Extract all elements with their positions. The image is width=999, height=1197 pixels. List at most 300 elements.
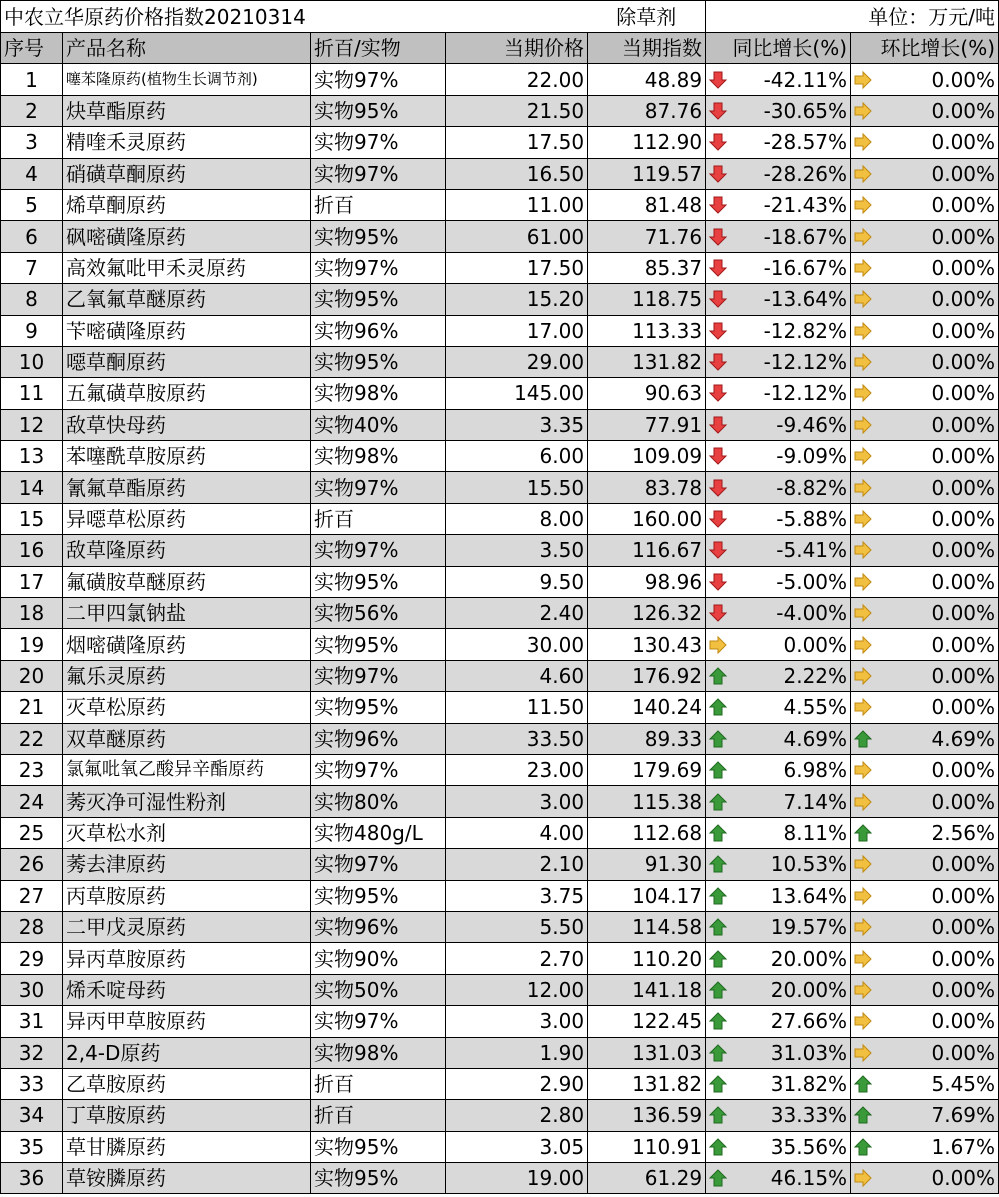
product-name: 异噁草松原药 xyxy=(63,503,311,534)
yoy-change xyxy=(706,754,851,785)
current-price: 2.40 xyxy=(446,598,588,629)
right-arrow-icon xyxy=(853,70,873,90)
current-index: 87.76 xyxy=(588,95,706,126)
product-spec: 实物95% xyxy=(311,1163,446,1194)
current-price: 17.50 xyxy=(446,127,588,158)
current-price: 2.70 xyxy=(446,943,588,974)
mom-change-value: 0.00% xyxy=(931,601,996,626)
table-row xyxy=(1,598,999,629)
current-index: 110.20 xyxy=(588,943,706,974)
yoy-change xyxy=(706,409,851,440)
table-row xyxy=(1,1037,999,1068)
yoy-change xyxy=(706,252,851,283)
up-arrow-icon xyxy=(708,1043,728,1063)
row-index: 7 xyxy=(1,252,63,283)
mom-change xyxy=(851,1006,999,1037)
down-arrow-icon xyxy=(708,289,728,309)
current-price: 21.50 xyxy=(446,95,588,126)
mom-change xyxy=(851,660,999,691)
row-index: 13 xyxy=(1,441,63,472)
product-name: 异丙甲草胺原药 xyxy=(63,1006,311,1037)
mom-change xyxy=(851,315,999,346)
table-row xyxy=(1,346,999,377)
current-index: 112.90 xyxy=(588,127,706,158)
current-price: 15.20 xyxy=(446,284,588,315)
yoy-change xyxy=(706,1100,851,1131)
product-name: 异丙草胺原药 xyxy=(63,943,311,974)
down-arrow-icon xyxy=(708,572,728,592)
yoy-change xyxy=(706,880,851,911)
row-index: 33 xyxy=(1,1068,63,1099)
current-price: 2.10 xyxy=(446,849,588,880)
up-arrow-icon xyxy=(708,886,728,906)
row-index: 30 xyxy=(1,974,63,1005)
product-name: 烯草酮原药 xyxy=(63,189,311,220)
yoy-change-value: -30.65% xyxy=(763,98,848,123)
mom-change-value: 1.67% xyxy=(931,1134,996,1159)
current-index: 179.69 xyxy=(588,754,706,785)
current-index: 116.67 xyxy=(588,535,706,566)
table-row xyxy=(1,535,999,566)
mom-change-value: 0.00% xyxy=(931,789,996,814)
current-price: 22.00 xyxy=(446,64,588,95)
right-arrow-icon xyxy=(853,321,873,341)
product-name: 噁草酮原药 xyxy=(63,346,311,377)
current-price: 12.00 xyxy=(446,974,588,1005)
up-arrow-icon xyxy=(708,1137,728,1157)
product-name: 2,4-D原药 xyxy=(63,1037,311,1068)
right-arrow-icon xyxy=(853,227,873,247)
product-spec: 实物97% xyxy=(311,754,446,785)
row-index: 29 xyxy=(1,943,63,974)
yoy-change xyxy=(706,1163,851,1194)
yoy-change-value: 19.57% xyxy=(770,915,848,940)
yoy-change xyxy=(706,127,851,158)
product-spec: 折百 xyxy=(311,189,446,220)
current-index: 77.91 xyxy=(588,409,706,440)
product-name: 莠灭净可湿性粉剂 xyxy=(63,786,311,817)
mom-change xyxy=(851,943,999,974)
yoy-change xyxy=(706,1131,851,1162)
table-row xyxy=(1,503,999,534)
current-index: 61.29 xyxy=(588,1163,706,1194)
product-spec: 折百 xyxy=(311,1068,446,1099)
right-arrow-icon xyxy=(853,258,873,278)
header-index-value: 当期指数 xyxy=(588,33,706,64)
table-row xyxy=(1,629,999,660)
row-index: 25 xyxy=(1,817,63,848)
current-index: 90.63 xyxy=(588,378,706,409)
yoy-change-value: -12.12% xyxy=(763,350,848,375)
row-index: 35 xyxy=(1,1131,63,1162)
current-price: 11.50 xyxy=(446,692,588,723)
current-price: 3.05 xyxy=(446,1131,588,1162)
current-index: 109.09 xyxy=(588,441,706,472)
yoy-change-value: 4.69% xyxy=(783,726,848,751)
table-row xyxy=(1,378,999,409)
header-yoy: 同比增长(%) xyxy=(706,33,851,64)
yoy-change-value: -21.43% xyxy=(763,193,848,218)
yoy-change xyxy=(706,943,851,974)
down-arrow-icon xyxy=(708,352,728,372)
current-index: 104.17 xyxy=(588,880,706,911)
row-index: 24 xyxy=(1,786,63,817)
down-arrow-icon xyxy=(708,101,728,121)
yoy-change-value: 35.56% xyxy=(770,1134,848,1159)
mom-change xyxy=(851,252,999,283)
current-index: 160.00 xyxy=(588,503,706,534)
yoy-change xyxy=(706,911,851,942)
mom-change-value: 0.00% xyxy=(931,318,996,343)
yoy-change-value: 8.11% xyxy=(783,820,848,845)
product-spec: 实物97% xyxy=(311,535,446,566)
yoy-change-value: -16.67% xyxy=(763,255,848,280)
current-index: 126.32 xyxy=(588,598,706,629)
header-spec: 折百/实物 xyxy=(311,33,446,64)
mom-change-value: 0.00% xyxy=(931,444,996,469)
table-row xyxy=(1,660,999,691)
product-name: 五氟磺草胺原药 xyxy=(63,378,311,409)
mom-change xyxy=(851,535,999,566)
yoy-change-value: 4.55% xyxy=(783,695,848,720)
up-arrow-icon xyxy=(708,1105,728,1125)
product-spec: 折百 xyxy=(311,1100,446,1131)
table-row xyxy=(1,1006,999,1037)
row-index: 19 xyxy=(1,629,63,660)
yoy-change xyxy=(706,315,851,346)
product-spec: 实物98% xyxy=(311,1037,446,1068)
mom-change-value: 7.69% xyxy=(931,1103,996,1128)
mom-change-value: 0.00% xyxy=(931,224,996,249)
yoy-change-value: -42.11% xyxy=(763,67,848,92)
right-arrow-icon xyxy=(853,792,873,812)
row-index: 15 xyxy=(1,503,63,534)
yoy-change-value: 33.33% xyxy=(770,1103,848,1128)
table-row xyxy=(1,754,999,785)
current-price: 11.00 xyxy=(446,189,588,220)
product-name: 敌草隆原药 xyxy=(63,535,311,566)
row-index: 22 xyxy=(1,723,63,754)
down-arrow-icon xyxy=(708,132,728,152)
product-spec: 实物80% xyxy=(311,786,446,817)
current-index: 131.82 xyxy=(588,1068,706,1099)
mom-change xyxy=(851,441,999,472)
product-name: 噻苯隆原药(植物生长调节剂) xyxy=(63,64,311,95)
current-index: 141.18 xyxy=(588,974,706,1005)
yoy-change xyxy=(706,64,851,95)
row-index: 3 xyxy=(1,127,63,158)
up-arrow-icon xyxy=(708,1074,728,1094)
row-index: 18 xyxy=(1,598,63,629)
product-spec: 实物95% xyxy=(311,566,446,597)
right-arrow-icon xyxy=(853,666,873,686)
up-arrow-icon xyxy=(708,1011,728,1031)
mom-change-value: 0.00% xyxy=(931,130,996,155)
row-index: 26 xyxy=(1,849,63,880)
mom-change xyxy=(851,1100,999,1131)
current-price: 3.00 xyxy=(446,1006,588,1037)
mom-change xyxy=(851,284,999,315)
yoy-change-value: 0.00% xyxy=(783,632,848,657)
current-price: 3.75 xyxy=(446,880,588,911)
current-index: 176.92 xyxy=(588,660,706,691)
row-index: 32 xyxy=(1,1037,63,1068)
row-index: 6 xyxy=(1,221,63,252)
product-spec: 实物97% xyxy=(311,849,446,880)
mom-change xyxy=(851,566,999,597)
mom-change-value: 0.00% xyxy=(931,695,996,720)
right-arrow-icon xyxy=(853,1043,873,1063)
yoy-change xyxy=(706,346,851,377)
product-name: 乙草胺原药 xyxy=(63,1068,311,1099)
yoy-change-value: -5.88% xyxy=(776,507,848,532)
down-arrow-icon xyxy=(708,446,728,466)
right-arrow-icon xyxy=(853,415,873,435)
current-index: 136.59 xyxy=(588,1100,706,1131)
current-price: 9.50 xyxy=(446,566,588,597)
mom-change-value: 2.56% xyxy=(931,820,996,845)
up-arrow-icon xyxy=(708,917,728,937)
mom-change xyxy=(851,472,999,503)
right-arrow-icon xyxy=(853,1011,873,1031)
current-index: 110.91 xyxy=(588,1131,706,1162)
yoy-change xyxy=(706,974,851,1005)
table-row xyxy=(1,441,999,472)
yoy-change-value: -18.67% xyxy=(763,224,848,249)
mom-change-value: 0.00% xyxy=(931,507,996,532)
header-row xyxy=(1,33,999,64)
product-name: 双草醚原药 xyxy=(63,723,311,754)
mom-change xyxy=(851,629,999,660)
mom-change-value: 0.00% xyxy=(931,977,996,1002)
row-index: 10 xyxy=(1,346,63,377)
report-title: 中农立华原药价格指数20210314 xyxy=(1,1,588,33)
current-price: 4.60 xyxy=(446,660,588,691)
up-arrow-icon xyxy=(853,823,873,843)
table-row xyxy=(1,1068,999,1099)
row-index: 36 xyxy=(1,1163,63,1194)
product-spec: 实物97% xyxy=(311,64,446,95)
row-index: 20 xyxy=(1,660,63,691)
right-arrow-icon xyxy=(853,1168,873,1188)
down-arrow-icon xyxy=(708,164,728,184)
right-arrow-icon xyxy=(853,289,873,309)
current-price: 6.00 xyxy=(446,441,588,472)
header-index: 序号 xyxy=(1,33,63,64)
yoy-change-value: 2.22% xyxy=(783,664,848,688)
yoy-change-value: 20.00% xyxy=(770,977,848,1002)
mom-change xyxy=(851,974,999,1005)
title-row xyxy=(1,1,999,33)
yoy-change xyxy=(706,849,851,880)
current-index: 130.43 xyxy=(588,629,706,660)
right-arrow-icon xyxy=(853,697,873,717)
yoy-change-value: -12.82% xyxy=(763,318,848,343)
down-arrow-icon xyxy=(708,509,728,529)
row-index: 12 xyxy=(1,409,63,440)
product-spec: 实物95% xyxy=(311,95,446,126)
table-row xyxy=(1,189,999,220)
table-row xyxy=(1,252,999,283)
current-index: 83.78 xyxy=(588,472,706,503)
up-arrow-icon xyxy=(708,854,728,874)
up-arrow-icon xyxy=(708,980,728,1000)
product-name: 草甘膦原药 xyxy=(63,1131,311,1162)
yoy-change xyxy=(706,472,851,503)
up-arrow-icon xyxy=(853,729,873,749)
up-arrow-icon xyxy=(708,1168,728,1188)
right-arrow-icon xyxy=(853,478,873,498)
table-row xyxy=(1,158,999,189)
yoy-change-value: -9.46% xyxy=(776,412,848,437)
product-spec: 实物97% xyxy=(311,1006,446,1037)
yoy-change-value: -13.64% xyxy=(763,287,848,312)
header-mom: 环比增长(%) xyxy=(851,33,999,64)
yoy-change-value: 6.98% xyxy=(783,758,848,783)
up-arrow-icon xyxy=(708,792,728,812)
table-row xyxy=(1,409,999,440)
current-price: 29.00 xyxy=(446,346,588,377)
up-arrow-icon xyxy=(708,729,728,749)
mom-change-value: 0.00% xyxy=(931,161,996,186)
product-spec: 折百 xyxy=(311,503,446,534)
table-row xyxy=(1,880,999,911)
table-row xyxy=(1,692,999,723)
product-spec: 实物40% xyxy=(311,409,446,440)
yoy-change xyxy=(706,1006,851,1037)
down-arrow-icon xyxy=(708,227,728,247)
product-spec: 实物95% xyxy=(311,284,446,315)
mom-change xyxy=(851,409,999,440)
yoy-change xyxy=(706,158,851,189)
current-index: 98.96 xyxy=(588,566,706,597)
product-spec: 实物97% xyxy=(311,472,446,503)
right-arrow-icon xyxy=(853,603,873,623)
mom-change xyxy=(851,786,999,817)
current-index: 81.48 xyxy=(588,189,706,220)
mom-change xyxy=(851,598,999,629)
right-arrow-icon xyxy=(853,917,873,937)
current-index: 115.38 xyxy=(588,786,706,817)
current-price: 17.00 xyxy=(446,315,588,346)
row-index: 1 xyxy=(1,64,63,95)
mom-change-value: 0.00% xyxy=(931,1166,996,1191)
row-index: 28 xyxy=(1,911,63,942)
current-price: 3.35 xyxy=(446,409,588,440)
yoy-change-value: -5.41% xyxy=(776,538,848,563)
mom-change-value: 0.00% xyxy=(931,412,996,437)
down-arrow-icon xyxy=(708,540,728,560)
right-arrow-icon xyxy=(853,383,873,403)
row-index: 17 xyxy=(1,566,63,597)
current-price: 30.00 xyxy=(446,629,588,660)
product-name: 苯噻酰草胺原药 xyxy=(63,441,311,472)
yoy-change xyxy=(706,598,851,629)
up-arrow-icon xyxy=(853,1074,873,1094)
mom-change xyxy=(851,692,999,723)
yoy-change xyxy=(706,629,851,660)
up-arrow-icon xyxy=(708,760,728,780)
product-name: 炔草酯原药 xyxy=(63,95,311,126)
right-arrow-icon xyxy=(853,635,873,655)
yoy-change-value: 27.66% xyxy=(770,1009,848,1034)
table-row xyxy=(1,315,999,346)
yoy-change-value: -8.82% xyxy=(776,475,848,500)
yoy-change xyxy=(706,786,851,817)
row-index: 14 xyxy=(1,472,63,503)
yoy-change xyxy=(706,1037,851,1068)
current-price: 145.00 xyxy=(446,378,588,409)
mom-change xyxy=(851,849,999,880)
yoy-change-value: -12.12% xyxy=(763,381,848,406)
product-spec: 实物97% xyxy=(311,660,446,691)
current-price: 15.50 xyxy=(446,472,588,503)
right-arrow-icon xyxy=(853,540,873,560)
right-arrow-icon xyxy=(853,195,873,215)
current-price: 19.00 xyxy=(446,1163,588,1194)
right-arrow-icon xyxy=(853,352,873,372)
product-spec: 实物96% xyxy=(311,723,446,754)
yoy-change-value: -28.26% xyxy=(763,161,848,186)
product-name: 氟乐灵原药 xyxy=(63,660,311,691)
down-arrow-icon xyxy=(708,603,728,623)
yoy-change xyxy=(706,378,851,409)
current-index: 71.76 xyxy=(588,221,706,252)
product-spec: 实物98% xyxy=(311,441,446,472)
current-index: 114.58 xyxy=(588,911,706,942)
product-name: 氯氟吡氧乙酸异辛酯原药 xyxy=(63,754,311,785)
product-name: 精喹禾灵原药 xyxy=(63,127,311,158)
product-spec: 实物50% xyxy=(311,974,446,1005)
yoy-change xyxy=(706,1068,851,1099)
up-arrow-icon xyxy=(708,823,728,843)
down-arrow-icon xyxy=(708,478,728,498)
yoy-change-value: 10.53% xyxy=(770,852,848,877)
table-row xyxy=(1,723,999,754)
yoy-change xyxy=(706,692,851,723)
product-spec: 实物97% xyxy=(311,252,446,283)
mom-change-value: 0.00% xyxy=(931,350,996,375)
current-price: 2.90 xyxy=(446,1068,588,1099)
right-arrow-icon xyxy=(853,760,873,780)
table-row xyxy=(1,849,999,880)
current-index: 131.03 xyxy=(588,1037,706,1068)
mom-change xyxy=(851,723,999,754)
row-index: 9 xyxy=(1,315,63,346)
product-spec: 实物96% xyxy=(311,911,446,942)
mom-change-value: 0.00% xyxy=(931,67,996,92)
product-name: 烯禾啶母药 xyxy=(63,974,311,1005)
mom-change-value: 0.00% xyxy=(931,287,996,312)
current-index: 113.33 xyxy=(588,315,706,346)
mom-change xyxy=(851,1131,999,1162)
mom-change-value: 0.00% xyxy=(931,1009,996,1034)
product-name: 敌草快母药 xyxy=(63,409,311,440)
table-row xyxy=(1,95,999,126)
right-arrow-icon xyxy=(853,509,873,529)
product-name: 莠去津原药 xyxy=(63,849,311,880)
yoy-change-value: 13.64% xyxy=(770,883,848,908)
mom-change-value: 0.00% xyxy=(931,852,996,877)
table-row xyxy=(1,472,999,503)
right-arrow-icon xyxy=(853,886,873,906)
right-arrow-icon xyxy=(853,132,873,152)
product-name: 丙草胺原药 xyxy=(63,880,311,911)
right-arrow-icon xyxy=(853,980,873,1000)
mom-change xyxy=(851,1037,999,1068)
mom-change-value: 0.00% xyxy=(931,569,996,594)
yoy-change xyxy=(706,503,851,534)
